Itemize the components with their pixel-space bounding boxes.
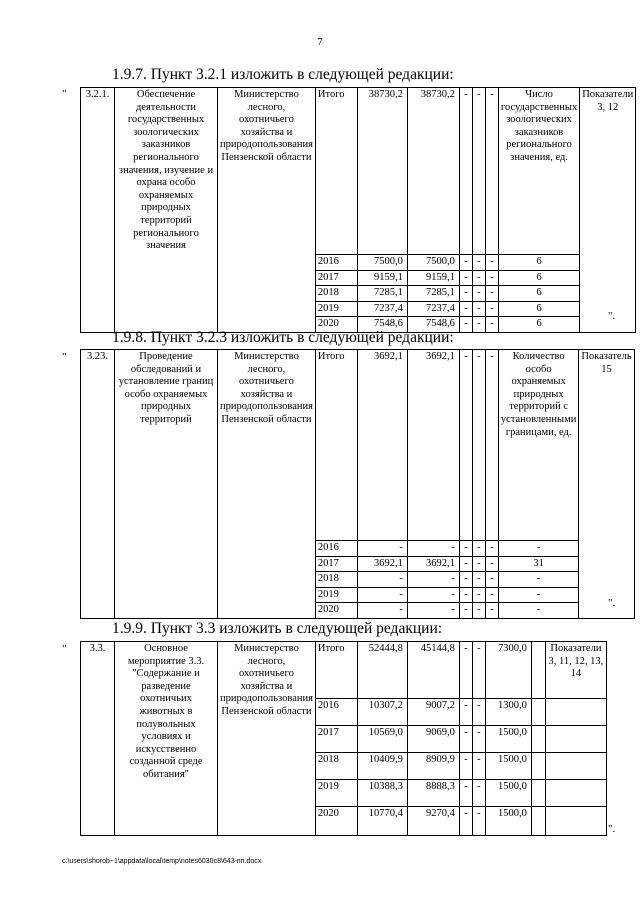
footer-file-path: c:\users\shorob~1\appdata\local\temp\notes6030c8\643-пп.docx xyxy=(62,858,262,865)
regional-cell: 9069,0 xyxy=(407,726,459,753)
empty-cell xyxy=(531,699,545,726)
total-col-3: - xyxy=(472,642,485,699)
sum-cell: 7500,0 xyxy=(357,255,407,271)
dash-cell: - xyxy=(485,301,498,317)
value-cell: 6 xyxy=(498,255,579,271)
indicator-name: Количество особо охраняемых природных территорий с установленными границами, ед. xyxy=(498,350,578,541)
dash-cell: - xyxy=(472,699,485,726)
indicator-name: Число государственных зоологических заказников регионального значения, ед. xyxy=(498,88,579,255)
empty-cell xyxy=(545,807,606,836)
open-quote-3: " xyxy=(62,643,67,655)
year-cell: 2018 xyxy=(315,286,357,302)
dash-cell: - xyxy=(485,556,498,572)
sum-cell: 10770,4 xyxy=(357,807,407,836)
dash-cell: - xyxy=(485,603,498,619)
value-cell: - xyxy=(498,603,578,619)
total-regional: 3692,1 xyxy=(407,350,459,541)
extrabudget-cell: 1500,0 xyxy=(485,753,531,780)
close-quote-2: ". xyxy=(608,597,616,609)
dash-cell: - xyxy=(472,556,485,572)
dash-cell: - xyxy=(472,753,485,780)
dash-cell: - xyxy=(459,726,472,753)
dash-cell: - xyxy=(459,807,472,836)
section-heading-3: 1.9.9. Пункт 3.3 изложить в следующей редакции: xyxy=(112,620,443,637)
dash-cell: - xyxy=(485,587,498,603)
regional-cell: 7285,1 xyxy=(407,286,459,302)
empty-cell xyxy=(545,699,606,726)
dash-cell: - xyxy=(472,270,485,286)
executor-name: Министерство лесного, охотничьего хозяйства и природопользования Пензенской области xyxy=(218,88,316,333)
activity-name: Обеспечение деятельности государственных зоологических заказников регионального значения, изучение и охрана особо охраняемых природных территорий регионального значения xyxy=(115,88,218,333)
total-label: Итого xyxy=(315,642,357,699)
regional-cell: - xyxy=(407,572,459,588)
extrabudget-cell: 1500,0 xyxy=(485,726,531,753)
regional-cell: 8909,9 xyxy=(407,753,459,780)
page-number: 7 xyxy=(317,36,323,48)
dash-cell: - xyxy=(459,587,472,603)
empty-cell xyxy=(545,780,606,807)
empty-cell xyxy=(531,807,545,836)
value-cell: 31 xyxy=(498,556,578,572)
table-section-2 xyxy=(80,349,635,619)
dash-cell: - xyxy=(485,286,498,302)
section-heading-1: 1.9.7. Пункт 3.2.1 изложить в следующей редакции: xyxy=(112,66,454,83)
value-cell: 6 xyxy=(498,301,579,317)
regional-cell: 7500,0 xyxy=(407,255,459,271)
year-cell: 2017 xyxy=(315,270,357,286)
dash-cell: - xyxy=(459,255,472,271)
dash-cell: - xyxy=(485,270,498,286)
total-col-4: - xyxy=(485,350,498,541)
close-quote-1: ". xyxy=(608,310,616,322)
empty-cell xyxy=(545,753,606,780)
year-cell: 2018 xyxy=(315,572,357,588)
sum-cell: - xyxy=(357,587,407,603)
year-cell: 2019 xyxy=(315,780,357,807)
dash-cell: - xyxy=(459,603,472,619)
total-label: Итого xyxy=(315,88,357,255)
total-col-4: - xyxy=(485,88,498,255)
sum-cell: 10388,3 xyxy=(357,780,407,807)
table-row xyxy=(81,350,635,541)
dash-cell: - xyxy=(472,255,485,271)
total-sum: 52444,8 xyxy=(357,642,407,699)
dash-cell: - xyxy=(472,587,485,603)
total-regional: 45144,8 xyxy=(407,642,459,699)
regional-cell: - xyxy=(407,541,459,557)
value-cell: - xyxy=(498,587,578,603)
extrabudget-cell: 1500,0 xyxy=(485,807,531,836)
regional-cell: 9007,2 xyxy=(407,699,459,726)
executor-name: Министерство лесного, охотничьего хозяйства и природопользования Пензенской области xyxy=(218,350,316,619)
value-cell: - xyxy=(498,541,578,557)
total-col-2: - xyxy=(459,642,472,699)
dash-cell: - xyxy=(485,317,498,333)
indicator-ref: Показатели 3, 11, 12, 13, 14 xyxy=(545,642,606,699)
table-row xyxy=(81,642,607,699)
dash-cell: - xyxy=(485,541,498,557)
dash-cell: - xyxy=(459,780,472,807)
section-heading-2: 1.9.8. Пункт 3.2.3 изложить в следующей редакции: xyxy=(112,329,454,346)
total-col-2: - xyxy=(459,88,472,255)
year-cell: 2017 xyxy=(315,726,357,753)
regional-cell: 7548,6 xyxy=(407,317,459,333)
open-quote-2: " xyxy=(62,351,67,363)
dash-cell: - xyxy=(472,317,485,333)
year-cell: 2019 xyxy=(315,301,357,317)
close-quote-3: ". xyxy=(608,823,616,835)
sum-cell: 7237,4 xyxy=(357,301,407,317)
indicator-ref: Показатель 15 xyxy=(579,350,634,619)
year-cell: 2016 xyxy=(315,255,357,271)
dash-cell: - xyxy=(459,301,472,317)
empty-cell xyxy=(531,753,545,780)
value-cell: 6 xyxy=(498,270,579,286)
year-cell: 2019 xyxy=(315,587,357,603)
empty-cell xyxy=(531,780,545,807)
total-sum: 3692,1 xyxy=(357,350,407,541)
dash-cell: - xyxy=(459,286,472,302)
value-cell: - xyxy=(498,572,578,588)
dash-cell: - xyxy=(459,270,472,286)
dash-cell: - xyxy=(459,699,472,726)
total-label: Итого xyxy=(315,350,357,541)
activity-name: Основное мероприятие 3.3. "Содержание и разведение охотничьих животных в полувольных условиях и искусственно созданной среде обитания" xyxy=(115,642,218,836)
sum-cell: 7548,6 xyxy=(357,317,407,333)
open-quote-1: " xyxy=(62,88,67,100)
sum-cell: 10569,0 xyxy=(357,726,407,753)
dash-cell: - xyxy=(459,572,472,588)
dash-cell: - xyxy=(472,780,485,807)
dash-cell: - xyxy=(459,317,472,333)
dash-cell: - xyxy=(472,572,485,588)
total-regional: 38730,2 xyxy=(407,88,459,255)
total-extrabudget: 7300,0 xyxy=(485,642,531,699)
table-row xyxy=(81,88,636,255)
total-col-3: - xyxy=(472,88,485,255)
year-cell: 2016 xyxy=(315,699,357,726)
sum-cell: 7285,1 xyxy=(357,286,407,302)
value-cell: 6 xyxy=(498,317,579,333)
sum-cell: 3692,1 xyxy=(357,556,407,572)
regional-cell: 8888,3 xyxy=(407,780,459,807)
sum-cell: - xyxy=(357,541,407,557)
indicator-ref: Показатели 3, 12 xyxy=(580,88,636,333)
year-cell: 2020 xyxy=(315,807,357,836)
empty-cell xyxy=(531,642,545,699)
regional-cell: 9270,4 xyxy=(407,807,459,836)
item-code: 3.23. xyxy=(81,350,115,619)
dash-cell: - xyxy=(485,255,498,271)
dash-cell: - xyxy=(472,603,485,619)
executor-name: Министерство лесного, охотничьего хозяйства и природопользования Пензенской области xyxy=(218,642,316,836)
year-cell: 2020 xyxy=(315,603,357,619)
regional-cell: - xyxy=(407,587,459,603)
dash-cell: - xyxy=(459,753,472,780)
regional-cell: 7237,4 xyxy=(407,301,459,317)
year-cell: 2017 xyxy=(315,556,357,572)
extrabudget-cell: 1300,0 xyxy=(485,699,531,726)
dash-cell: - xyxy=(472,807,485,836)
table-section-1 xyxy=(80,87,636,333)
empty-cell xyxy=(545,726,606,753)
dash-cell: - xyxy=(459,541,472,557)
dash-cell: - xyxy=(472,541,485,557)
total-sum: 38730,2 xyxy=(357,88,407,255)
total-col-3: - xyxy=(472,350,485,541)
sum-cell: - xyxy=(357,603,407,619)
sum-cell: 10307,2 xyxy=(357,699,407,726)
dash-cell: - xyxy=(472,301,485,317)
empty-cell xyxy=(531,726,545,753)
year-cell: 2016 xyxy=(315,541,357,557)
regional-cell: 3692,1 xyxy=(407,556,459,572)
sum-cell: 10409,9 xyxy=(357,753,407,780)
activity-name: Проведение обследований и установление границ особо охраняемых природных территорий xyxy=(115,350,218,619)
regional-cell: 9159,1 xyxy=(407,270,459,286)
value-cell: 6 xyxy=(498,286,579,302)
year-cell: 2020 xyxy=(315,317,357,333)
dash-cell: - xyxy=(485,572,498,588)
sum-cell: 9159,1 xyxy=(357,270,407,286)
sum-cell: - xyxy=(357,572,407,588)
dash-cell: - xyxy=(472,286,485,302)
table-section-3 xyxy=(80,641,607,836)
regional-cell: - xyxy=(407,603,459,619)
item-code: 3.3. xyxy=(81,642,115,836)
dash-cell: - xyxy=(459,556,472,572)
dash-cell: - xyxy=(472,726,485,753)
extrabudget-cell: 1500,0 xyxy=(485,780,531,807)
total-col-2: - xyxy=(459,350,472,541)
year-cell: 2018 xyxy=(315,753,357,780)
item-code: 3.2.1. xyxy=(81,88,115,333)
